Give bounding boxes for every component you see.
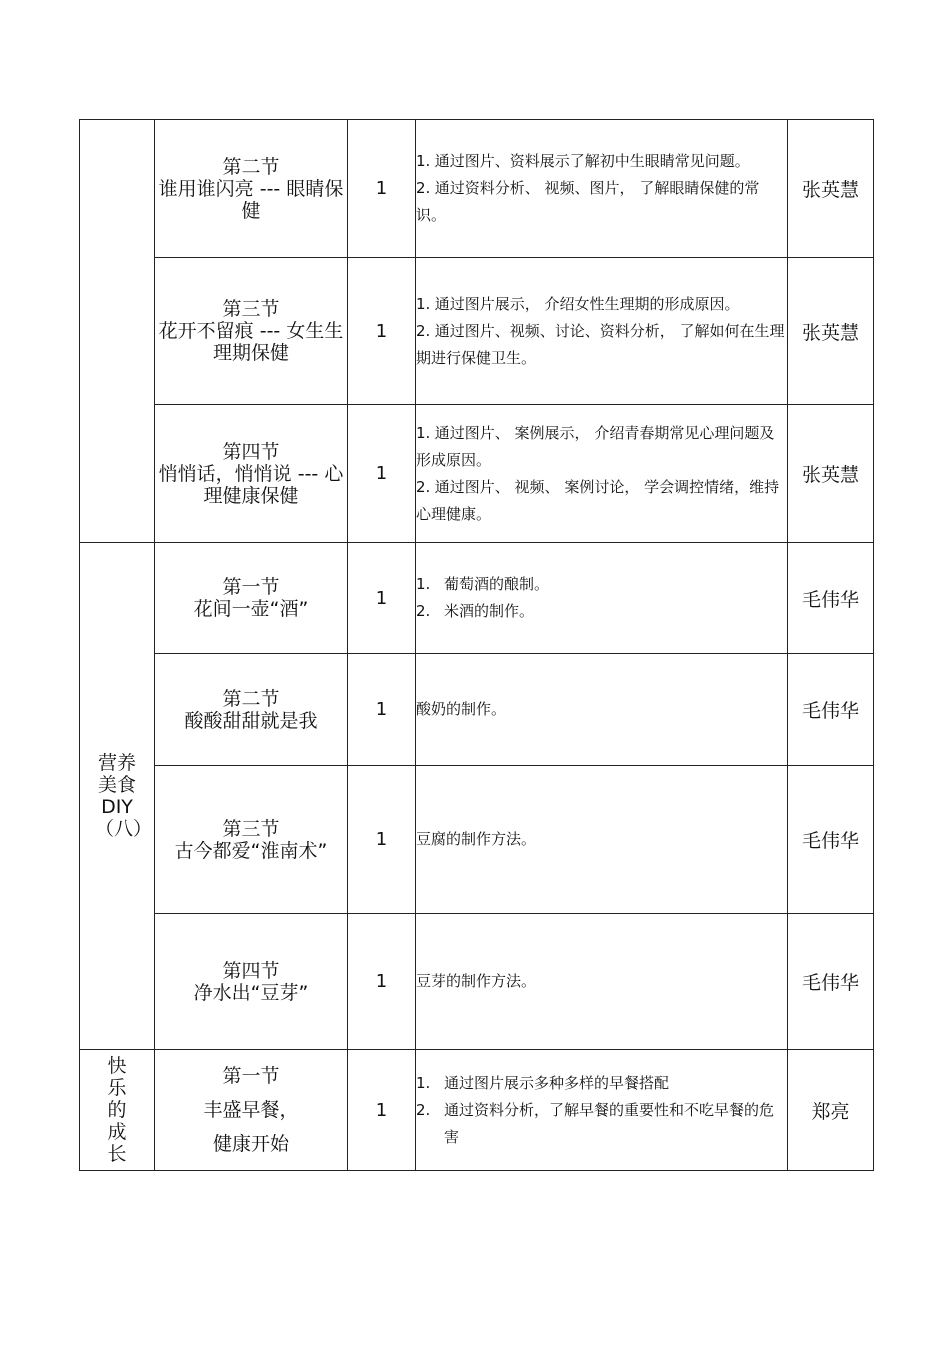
lesson-title: 净水出“豆芽” (193, 981, 309, 1004)
lesson-title: 古今都爱“淮南术” (174, 839, 328, 862)
hours-cell: 1 (348, 766, 416, 914)
teacher-cell: 毛伟华 (788, 914, 874, 1050)
lesson-cell (155, 766, 348, 914)
content-cell (416, 654, 788, 766)
content-text: 豆腐的制作方法。 (416, 830, 537, 848)
content-text: 豆芽的制作方法。 (416, 972, 537, 990)
lesson-cell (155, 654, 348, 766)
teacher-cell: 张英慧 (788, 405, 874, 543)
content-item: 1. 葡萄酒的酿制。 (416, 575, 550, 593)
content-cell (416, 766, 788, 914)
table-row (80, 405, 874, 543)
content-cell (416, 1050, 788, 1171)
teacher-cell: 张英慧 (788, 258, 874, 405)
table-row (80, 914, 874, 1050)
lesson-title: 酸酸甜甜就是我 (184, 709, 318, 732)
content-cell (416, 914, 788, 1050)
teacher-cell: 毛伟华 (788, 654, 874, 766)
lesson-cell (155, 914, 348, 1050)
lesson-section: 第一节 (222, 576, 280, 598)
table-row (80, 258, 874, 405)
content-cell (416, 258, 788, 405)
lesson-title: 谁用谁闪亮 --- 眼睛保健 (158, 177, 344, 222)
lesson-section: 第二节 (222, 155, 280, 178)
content-cell (416, 543, 788, 654)
teacher-cell: 张英慧 (788, 120, 874, 258)
module-cell (80, 1050, 155, 1171)
hours-cell: 1 (348, 1050, 416, 1171)
hours-cell: 1 (348, 914, 416, 1050)
content-item: 1. 通过图片、资料展示了解初中生眼睛常见问题。 (416, 152, 750, 170)
lesson-section: 第一节 (222, 1065, 280, 1087)
teacher-cell: 郑亮 (788, 1050, 874, 1171)
content-item: 1. 通过图片展示， 介绍女性生理期的形成原因。 (416, 294, 740, 313)
lesson-cell (155, 258, 348, 405)
lesson-cell (155, 120, 348, 258)
table-row (80, 766, 874, 914)
hours-cell: 1 (348, 543, 416, 654)
hours-cell: 1 (348, 405, 416, 543)
lesson-section: 第三节 (222, 298, 280, 320)
content-item: 2. 通过图片、视频、讨论、资料分析， 了解如何在生理期进行保健卫生。 (416, 321, 785, 367)
lesson-cell (155, 405, 348, 543)
content-text: 酸奶的制作。 (416, 700, 507, 718)
table-row (80, 654, 874, 766)
content-item: 1. 通过图片、 案例展示， 介绍青春期常见心理问题及形成原因。 (416, 423, 775, 469)
table-row (80, 120, 874, 258)
lesson-title: 花开不留痕 --- 女生生理期保健 (158, 320, 344, 364)
lesson-title-line: 丰盛早餐， (203, 1099, 299, 1121)
module-name: 营养美食DIY（八） (95, 752, 153, 840)
module-name: 快乐的成长 (107, 1055, 127, 1165)
course-schedule-table (79, 119, 874, 1171)
lesson-section: 第三节 (222, 817, 280, 840)
teacher-cell: 毛伟华 (788, 543, 874, 654)
hours-cell: 1 (348, 120, 416, 258)
teacher-cell: 毛伟华 (788, 766, 874, 914)
module-cell (80, 120, 155, 543)
lesson-section: 第四节 (222, 959, 280, 982)
hours-cell: 1 (348, 654, 416, 766)
lesson-section: 第二节 (222, 687, 280, 710)
content-item: 2. 米酒的制作。 (416, 602, 535, 620)
content-item: 2. 通过资料分析、 视频、图片， 了解眼睛保健的常识。 (416, 179, 760, 224)
lesson-cell (155, 1050, 348, 1171)
hours-cell: 1 (348, 258, 416, 405)
content-item: 1. 通过图片展示多种多样的早餐搭配 (416, 1073, 670, 1092)
lesson-title-line: 健康开始 (212, 1133, 289, 1155)
lesson-title: 悄悄话，悄悄说 --- 心理健康保健 (158, 462, 344, 507)
module-cell (80, 543, 155, 1050)
lesson-cell (155, 543, 348, 654)
content-cell (416, 120, 788, 258)
content-item: 2. 通过资料分析，了解早餐的重要性和不吃早餐的危害 (416, 1100, 775, 1146)
content-cell (416, 405, 788, 543)
lesson-section: 第四节 (222, 440, 280, 463)
content-item: 2. 通过图片、 视频、 案例讨论， 学会调控情绪，维持心理健康。 (416, 477, 780, 523)
table-row (80, 1050, 874, 1171)
table-row (80, 543, 874, 654)
lesson-title: 花间一壶“酒” (193, 598, 309, 620)
